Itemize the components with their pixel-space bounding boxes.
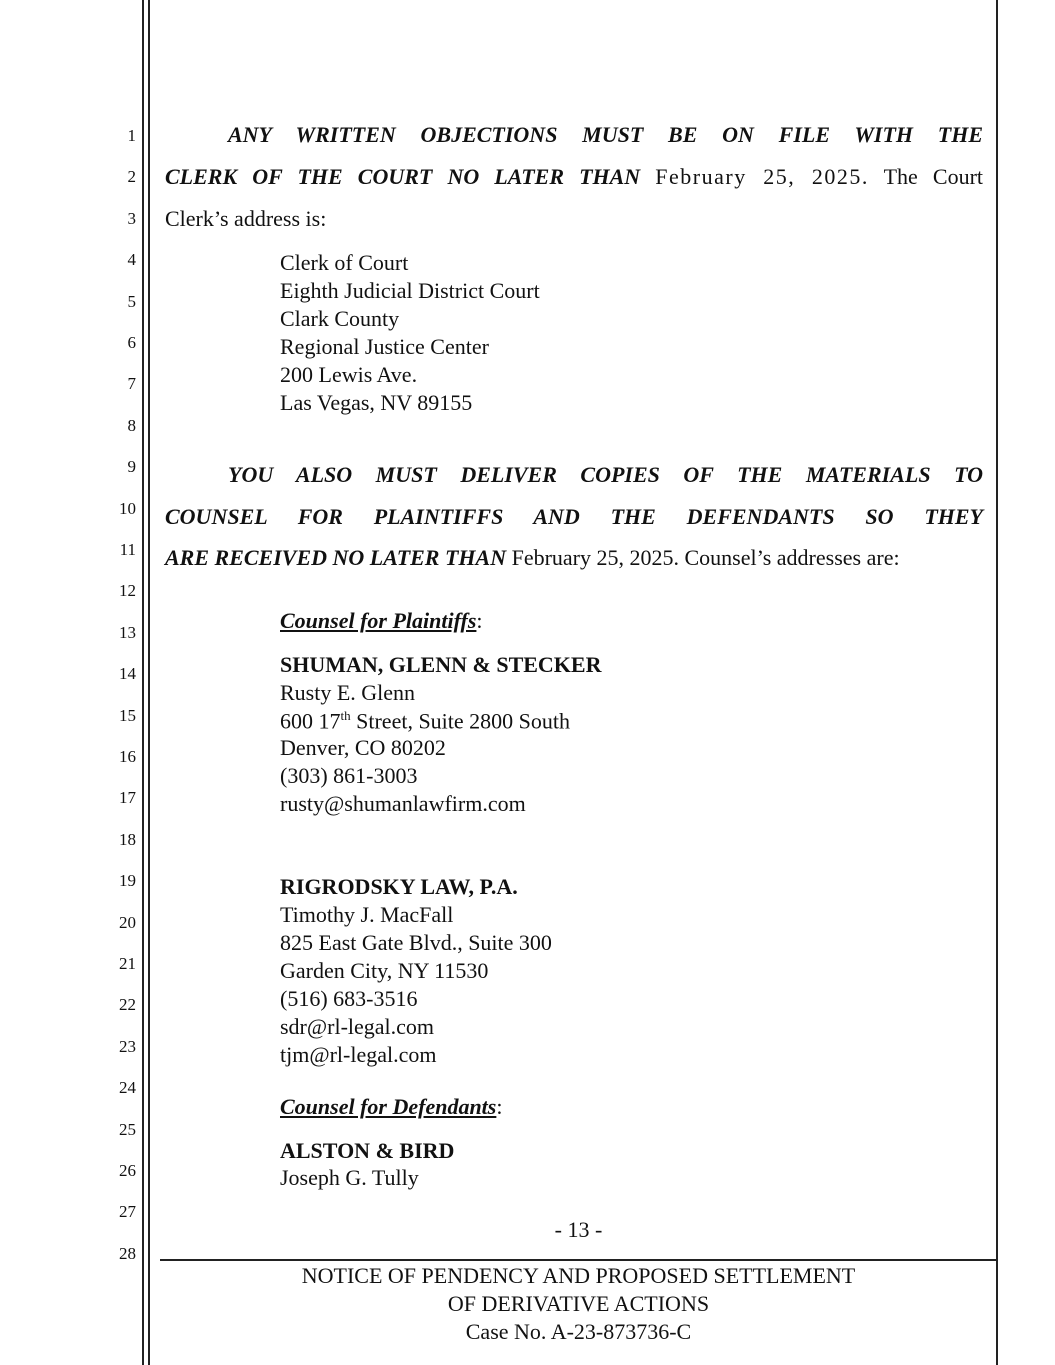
page-number: - 13 - bbox=[554, 1217, 603, 1242]
heading-text: Counsel for Plaintiffs bbox=[280, 608, 477, 633]
line-number: 6 bbox=[127, 333, 136, 352]
text: February 25, 2025. Counsel’s addresses are: bbox=[511, 545, 900, 570]
text: Street, Suite 2800 South bbox=[350, 708, 571, 734]
line-number: 2 bbox=[127, 167, 136, 187]
clerk-address-line: Regional Justice Center bbox=[280, 334, 489, 359]
line-number: 9 bbox=[127, 457, 136, 477]
line-number: 26 bbox=[119, 1161, 136, 1180]
line-number: 14 bbox=[119, 664, 136, 684]
line-number: 7 bbox=[127, 374, 136, 394]
plaintiffs-heading: Counsel for Plaintiffs: bbox=[280, 608, 483, 633]
para2-line1: YOU ALSO MUST DELIVER COPIES OF THE MATERIALS TO bbox=[228, 462, 983, 487]
line-number: 19 bbox=[119, 871, 136, 891]
line-number: 18 bbox=[119, 829, 136, 849]
line-number: 15 bbox=[119, 705, 136, 725]
deadline-date: February 25, 2025. bbox=[655, 164, 869, 189]
line-number: 5 bbox=[127, 291, 136, 311]
footer-title: OF DERIVATIVE ACTIONS bbox=[447, 1291, 710, 1316]
firm-name: ALSTON & BIRD bbox=[280, 1138, 455, 1163]
firm-name: SHUMAN, GLENN & STECKER bbox=[280, 652, 602, 677]
phone: (303) 861-3003 bbox=[280, 763, 418, 788]
line-number: 12 bbox=[119, 581, 136, 601]
line-number: 11 bbox=[119, 540, 136, 559]
footer-rule bbox=[160, 1259, 997, 1261]
footer-title: NOTICE OF PENDENCY AND PROPOSED SETTLEMENT bbox=[301, 1263, 856, 1288]
superscript: th bbox=[340, 708, 351, 723]
address-line: Timothy J. MacFall bbox=[280, 902, 454, 927]
para1-line1: ANY WRITTEN OBJECTIONS MUST BE ON FILE WITH THE bbox=[228, 122, 983, 147]
line-number: 10 bbox=[119, 498, 136, 518]
text: 600 17 bbox=[280, 708, 341, 734]
defendants-heading: Counsel for Defendants: bbox=[280, 1094, 503, 1119]
line-number: 17 bbox=[119, 788, 136, 808]
heading-text: Counsel for Defendants bbox=[280, 1094, 497, 1119]
margin-line bbox=[142, 0, 144, 1365]
text: The Court bbox=[883, 164, 984, 189]
line-number: 8 bbox=[127, 415, 136, 435]
margin-line bbox=[148, 0, 150, 1365]
line-number: 4 bbox=[127, 250, 136, 270]
email: rusty@shumanlawfirm.com bbox=[280, 791, 526, 816]
line-number: 24 bbox=[119, 1078, 136, 1098]
deadline-bold: ARE RECEIVED NO LATER THAN bbox=[165, 545, 507, 570]
line-number: 16 bbox=[119, 747, 136, 766]
address-line: 825 East Gate Blvd., Suite 300 bbox=[280, 930, 552, 955]
clerk-address-line: 200 Lewis Ave. bbox=[280, 362, 418, 387]
clerk-address-line: Clerk of Court bbox=[280, 250, 409, 275]
para2-line3 bbox=[165, 545, 900, 571]
line-number: 23 bbox=[119, 1036, 136, 1056]
address-line: (516) 683-3516 bbox=[280, 986, 418, 1011]
address-line: Garden City, NY 11530 bbox=[280, 958, 489, 983]
attorney-name: Joseph G. Tully bbox=[280, 1165, 419, 1190]
para1-line2 bbox=[165, 164, 983, 190]
line-number: 21 bbox=[119, 954, 136, 973]
firm-name: RIGRODSKY LAW, P.A. bbox=[280, 874, 518, 899]
line-number: 25 bbox=[119, 1119, 136, 1139]
clerk-address-line: Eighth Judicial District Court bbox=[280, 278, 540, 303]
line-number: 20 bbox=[119, 912, 136, 932]
line-number: 22 bbox=[119, 995, 136, 1015]
clerk-address-line: Clark County bbox=[280, 306, 400, 331]
para1-line3: Clerk’s address is: bbox=[165, 206, 327, 231]
address-line: Rusty E. Glenn bbox=[280, 680, 416, 705]
address-line: tjm@rl-legal.com bbox=[280, 1042, 437, 1067]
line-number: 3 bbox=[127, 208, 136, 228]
line-number: 28 bbox=[119, 1243, 136, 1263]
address-line: sdr@rl-legal.com bbox=[280, 1014, 435, 1039]
line-number: 13 bbox=[119, 622, 136, 642]
case-number: Case No. A-23-873736-C bbox=[465, 1319, 692, 1344]
para2-line2: COUNSEL FOR PLAINTIFFS AND THE DEFENDANTS SO THEY bbox=[165, 504, 983, 529]
line-number: 1 bbox=[127, 126, 136, 145]
deadline-bold: CLERK OF THE COURT NO LATER THAN bbox=[165, 164, 641, 189]
line-number: 27 bbox=[119, 1202, 136, 1222]
address-line: Denver, CO 80202 bbox=[280, 735, 446, 760]
address-line bbox=[280, 708, 570, 734]
margin-line bbox=[996, 0, 998, 1365]
clerk-address-line: Las Vegas, NV 89155 bbox=[280, 390, 473, 415]
